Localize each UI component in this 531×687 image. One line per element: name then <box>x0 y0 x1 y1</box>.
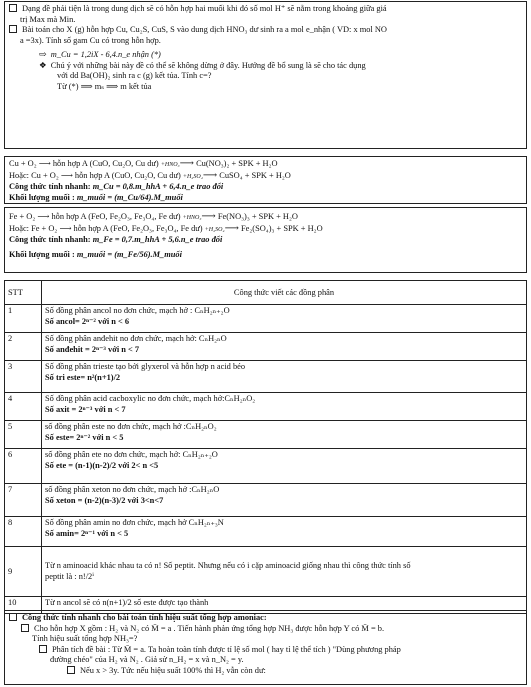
cu-reaction-1-left: Cu + O₂ ⟶ hỗn hợp A (CuO, Cu₂O, Cu dư) <box>9 159 159 168</box>
row-stt: 8 <box>5 517 42 547</box>
table-row <box>5 305 527 333</box>
bottom-line-5: Nếu x > 3y. Tức nếu hiệu suất 100% thì H₂ vẫn còn dư: <box>80 665 266 675</box>
table-row <box>5 449 527 484</box>
table-row <box>5 333 527 361</box>
row-line-2: Số este= 2ⁿ⁻² với n < 5 <box>45 432 124 442</box>
bottom-title: Công thức tính nhanh cho bài toán tính hiệu suất tổng hợp amoniac: <box>22 613 267 622</box>
document-page <box>4 1 527 685</box>
row-line-2: Số ete = (n-1)(n-2)/2 với 2< n <5 <box>45 460 159 470</box>
row-stt: 1 <box>5 305 42 333</box>
top-formula: m_Cu = 1,2iX - 6,4.n_e nhận (*) <box>50 50 161 59</box>
cu-reaction-1-right: Cu(NO₃)₂ + SPK + H₂O <box>196 159 278 168</box>
row-stt: 7 <box>5 484 42 517</box>
row-line-2: Số tri este= n²(n+1)/2 <box>45 372 121 382</box>
row-line-2: Số axit = 2ⁿ⁻³ với n < 7 <box>45 404 126 414</box>
row-line-1: Số đồng phân anđehit no đơn chức, mạch hở: CₙH₂ₙO <box>45 334 227 343</box>
cu-mass-label: Khối lượng muối : <box>9 192 75 202</box>
row-content <box>42 305 527 333</box>
table-row <box>5 517 527 547</box>
row-stt: 6 <box>5 449 42 484</box>
table-header-row <box>5 281 527 305</box>
row-line-1: Từ n ancol sẽ có n(n+1)/2 số este được tạo thành <box>45 598 209 607</box>
row-line-1: Từ n aminoacid khác nhau ta có n! Số peptit. Nhưng nếu có i cặp aminoacid giống nhau thì công thức tính số <box>45 561 411 570</box>
fe-mass-label: Khối lượng muối : <box>9 249 75 259</box>
row-content <box>42 449 527 484</box>
cu-reaction-2-right: CuSO₄ + SPK + H₂O <box>219 170 291 180</box>
table-row <box>5 421 527 449</box>
row-content <box>42 484 527 517</box>
row-line-2: Số amin= 2ⁿ⁻¹ với n < 5 <box>45 528 129 538</box>
checkbox-icon <box>9 613 17 621</box>
reaction-arrow-icon: ⟶ <box>224 223 239 234</box>
fe-reaction-1-right: Fe(NO₃)₃ + SPK + H₂O <box>217 212 298 221</box>
row-line-2: peptit là : n!/2ⁱ <box>45 571 94 581</box>
reaction-arrow-icon: ⟶ <box>179 159 194 169</box>
isomer-table-wrap <box>4 280 527 614</box>
table-row <box>5 361 527 393</box>
cu-fast-formula: m_Cu = 0,8.m_hhA + 6,4.n_e trao đổi <box>92 182 224 191</box>
fe-block <box>4 207 527 273</box>
cu-reaction-1-over: +HNO₃ <box>160 162 180 168</box>
header-formula: Công thức viết các đồng phân <box>42 281 527 305</box>
row-line-1: số đồng phân xeton no đơn chức, mạch hở :CₙH₂ₙO <box>45 485 220 494</box>
bottom-line-2: Tính hiệu suất tổng hợp NH₃=? <box>32 634 138 643</box>
row-content <box>42 393 527 421</box>
reaction-arrow-icon: ⟶ <box>202 170 218 181</box>
fe-fast-formula: m_Fe = 0,7.m_hhA + 5,6.n_e trao đổi <box>92 235 223 244</box>
checkbox-icon <box>9 4 17 12</box>
top-line-4: a =3x). Tính số gam Cu có trong hỗn hợp. <box>20 35 161 45</box>
diamond-bullet-icon: ❖ <box>39 60 47 70</box>
row-line-1: Số đồng phân amin no đơn chức, mạch hở CₙH₂ₙ₊₃N <box>45 518 224 527</box>
reaction-arrow-icon: ⟶ <box>201 212 216 222</box>
row-content <box>42 421 527 449</box>
row-content <box>42 333 527 361</box>
fe-reaction-2-over: +H₂SO₄ <box>204 226 225 233</box>
checkbox-icon <box>21 624 29 632</box>
cu-fast-label: Công thức tính nhanh: <box>9 182 91 191</box>
row-line-1: Số đồng phân ancol no đơn chức, mạch hở : CₙH₂ₙ₊₂O <box>45 306 230 315</box>
fe-fast-label: Công thức tính nhanh: <box>9 235 91 244</box>
bottom-line-1: Cho hỗn hợp X gồm : H₂ và N₂ có M̄ = a . Tiến hành phản ứng tổng hợp NH₃ được hỗn hợp Y có M̄ = b. <box>34 623 385 633</box>
checkbox-icon <box>67 666 75 674</box>
row-content <box>42 361 527 393</box>
row-content <box>42 517 527 547</box>
row-line-1: Số đồng phân acid cacboxylic no đơn chức, mạch hở:CₙH₂ₙO₂ <box>45 394 256 403</box>
cu-block <box>4 156 527 204</box>
table-row <box>5 484 527 517</box>
top-line-3: Bài toán cho X (g) hỗn hợp Cu, Cu₂S, CuS, S vào dung dịch HNO₃ dư sinh ra a mol e_nhận ( VD: x mol NO <box>22 25 387 34</box>
row-line-1: số đồng phân este no đơn chức, mạch hở :CₙH₂ₙO₂ <box>45 422 217 431</box>
row-stt: 2 <box>5 333 42 361</box>
arrow-bullet-icon: ⇨ <box>39 49 47 59</box>
top-line-2: trị Max mà Min. <box>20 14 76 24</box>
bottom-line-3: Phân tích đề bài : Từ M̄ = a. Ta hoàn toàn tính được tỉ lệ số mol ( hay tỉ lệ thể tích ) "Dùng phương pháp <box>52 644 401 654</box>
row-line-2: Số xeton = (n-2)(n-3)/2 với 3<n<7 <box>45 495 164 505</box>
row-stt: 3 <box>5 361 42 393</box>
cu-mass-formula: m_muối = (m_Cu/64).M_muối <box>76 192 183 202</box>
fe-reaction-1-left: Fe + O₂ ⟶ hỗn hợp A (FeO, Fe₂O₃, Fe₃O₄, Fe dư) <box>9 212 181 221</box>
row-stt: 4 <box>5 393 42 421</box>
cu-reaction-2-over: +H₂SO₄ <box>182 173 203 180</box>
isomer-table <box>4 280 527 614</box>
fe-mass-formula: m_muối = (m_Fe/56).M_muối <box>76 249 182 259</box>
row-line-1: Số đồng phân trieste tạo bởi glyxerol và hỗn hợp n acid béo <box>45 362 246 371</box>
checkbox-icon <box>39 645 47 653</box>
fe-reaction-2-left: Hoặc: Fe + O₂ ⟶ hỗn hợp A (FeO, Fe₂O₃, Fe₃O₄, Fe dư) <box>9 223 203 233</box>
row-line-2: Số ancol= 2ⁿ⁻² với n < 6 <box>45 316 130 326</box>
row-line-2: Số anđehit = 2ⁿ⁻³ với n < 7 <box>45 344 140 354</box>
top-note-2: với dd Ba(OH)₂ sinh ra c (g) kết tủa. Tính c=? <box>57 71 212 80</box>
top-note-3: Từ (*) ⟹ mₛ ⟹ m kết tủa <box>57 81 152 91</box>
row-line-1: số đồng phân ete no đơn chức, mạch hở: CₙH₂ₙ₊₂O <box>45 450 218 459</box>
checkbox-icon <box>9 25 17 33</box>
fe-reaction-2-right: Fe₂(SO₄)₃ + SPK + H₂O <box>241 223 323 233</box>
row-stt: 10 <box>5 597 42 614</box>
top-line-1: Dạng đề phải tiện là trong dung dịch sẽ có hỗn hợp hai muối khi đó số mol H⁺ sẽ nằm trong khoảng giữa giá <box>22 4 387 13</box>
cu-reaction-2-left: Hoặc: Cu + O₂ ⟶ hỗn hợp A (CuO, Cu₂O, Cu dư) <box>9 170 181 180</box>
table-row <box>5 547 527 597</box>
top-note-1: Chú ý với những bài này đề có thể sẽ không dừng ở đây. Hướng đề bổ sung là sẽ cho tác dụng <box>50 60 366 70</box>
table-row <box>5 393 527 421</box>
bottom-line-4: đường chéo" của H₂ và N₂ . Giả sử n_H₂ = x và n_N₂ = y. <box>50 655 244 664</box>
row-stt: 9 <box>5 547 42 597</box>
top-block <box>4 1 527 149</box>
fe-reaction-1-over: +HNO₃ <box>182 215 202 221</box>
header-stt: STT <box>5 281 42 305</box>
row-content <box>42 547 527 597</box>
bottom-block <box>4 610 527 685</box>
row-stt: 5 <box>5 421 42 449</box>
